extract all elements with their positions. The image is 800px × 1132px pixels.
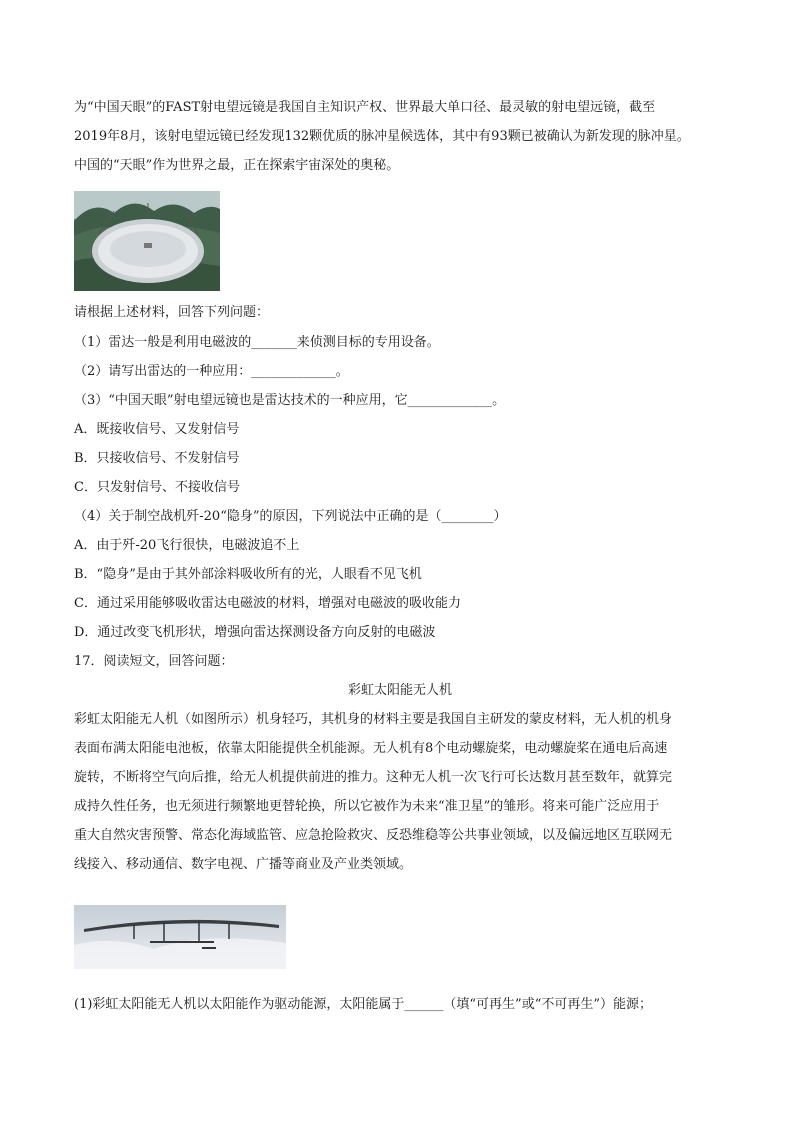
intro-line-2: 2019年8月，该射电望远镜已经发现132颗优质的脉冲星候选体，其中有93颗已被确认为新发现的脉冲星。 — [74, 129, 690, 144]
q17-question-1: (1)彩虹太阳能无人机以太阳能作为驱动能源，太阳能属于______（填“可再生”或“不可再生”）能源； — [74, 997, 652, 1012]
q16-option: B．只接收信号、不发射信号 — [74, 451, 240, 466]
article-line: 线接入、移动通信、数字电视、广播等商业及产业类领域。 — [74, 857, 413, 872]
article-line: 重大自然灾害预警、常态化海域监管、应急抢险救灾、反恐维稳等公共事业领域，以及偏远地区互联网无 — [74, 828, 673, 843]
q16-option: B．“隐身”是由于其外部涂料吸收所有的光，人眼看不见飞机 — [74, 567, 422, 582]
article-line: 表面布满太阳能电池板，依靠太阳能提供全机能源。无人机有8个电动螺旋桨，电动螺旋桨在通电后高速 — [74, 741, 668, 756]
intro-line-1: 为“中国天眼”的FAST射电望远镜是我国自主知识产权、世界最大单口径、最灵敏的射电望远镜，截至 — [74, 100, 656, 115]
solar-drone-photo — [74, 905, 286, 969]
article-line: 彩虹太阳能无人机（如图所示）机身轻巧，其机身的材料主要是我国自主研发的蒙皮材料，无人机的机身 — [74, 712, 673, 727]
q16-option: C．只发射信号、不接收信号 — [74, 480, 240, 495]
q16-line: （4）关于制空战机歼-20“隐身”的原因，下列说法中正确的是（________） — [74, 509, 507, 524]
q16-line: （3）“中国天眼”射电望远镜也是雷达技术的一种应用，它_____________。 — [74, 393, 506, 408]
q16-line: （2）请写出雷达的一种应用：_____________。 — [74, 364, 349, 379]
q16-option: C．通过采用能够吸收雷达电磁波的材料，增强对电磁波的吸收能力 — [74, 596, 461, 611]
q16-line: （1）雷达一般是利用电磁波的_______来侦测目标的专用设备。 — [74, 335, 440, 350]
q16-option: A．既接收信号、又发射信号 — [74, 422, 240, 437]
q16-prompt: 请根据上述材料，回答下列问题： — [74, 305, 270, 320]
intro-line-3: 中国的“天眼”作为世界之最，正在探索宇宙深处的奥秘。 — [74, 158, 400, 173]
article-line: 旋转，不断将空气向后推，给无人机提供前进的推力。这种无人机一次飞行可长达数月甚至数年，就算完 — [74, 770, 673, 785]
article-title: 彩虹太阳能无人机 — [347, 683, 452, 698]
q16-option: D．通过改变飞机形状，增强向雷达探测设备方向反射的电磁波 — [74, 625, 436, 640]
q16-option: A．由于歼-20飞行很快，电磁波追不上 — [74, 538, 300, 553]
fast-telescope-photo — [74, 191, 220, 291]
q17-heading: 17．阅读短文，回答问题： — [74, 654, 234, 669]
article-line: 成持久性任务，也无须进行频繁地更替轮换，所以它被作为未来“准卫星”的雏形。将来可能广泛应用于 — [74, 799, 660, 814]
